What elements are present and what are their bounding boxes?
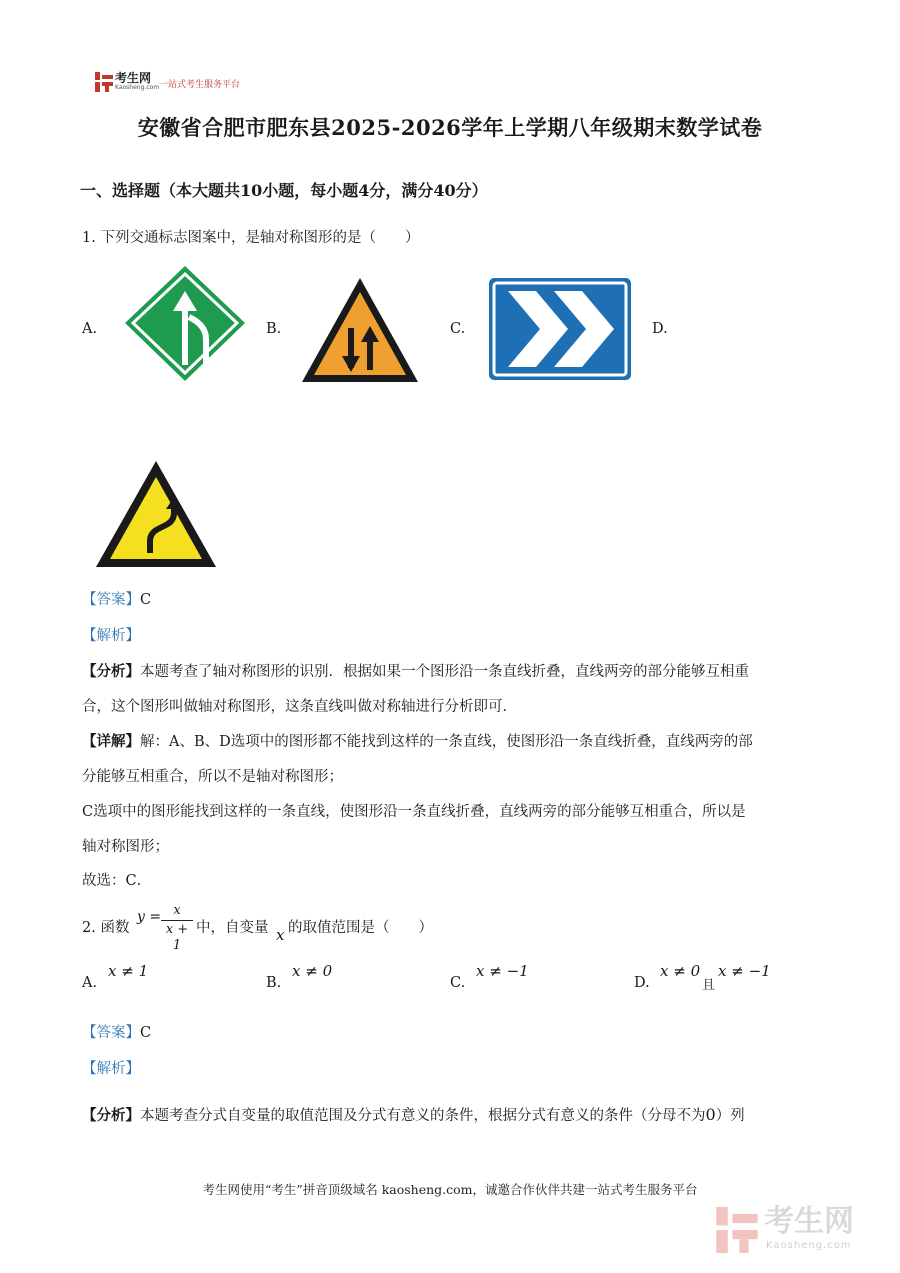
- header-logo: [95, 72, 265, 94]
- q2-analysis-tag: 【解析】: [82, 1061, 140, 1077]
- fenxi-text: 本题考查了轴对称图形的识别．根据如果一个图形沿一条直线折叠，直线两旁的部分能够互相重: [140, 664, 749, 680]
- q2-stem-prefix: 2. 函数: [82, 920, 130, 936]
- merge-sign-icon: [124, 265, 246, 382]
- q2-option-d-expr2: x ≠ −1: [718, 962, 771, 980]
- q2-option-d-expr: x ≠ 0: [660, 962, 701, 980]
- fraction-denominator: x + 1: [165, 922, 189, 953]
- q1-option-a-label: A.: [82, 321, 98, 337]
- q1-fenxi-line2: 合，这个图形叫做轴对称图形，这条直线叫做对称轴进行分析即可．: [82, 699, 517, 715]
- q2-option-c-label: C.: [450, 975, 466, 991]
- fenxi-text-end: ）列: [715, 1108, 745, 1124]
- fenxi-text: 本题考查分式自变量的取值范围及分式有意义的条件，根据分式有意义的条件（分母不为: [140, 1108, 706, 1124]
- q2-option-b-label: B.: [266, 975, 282, 991]
- answer-tag: 【答案】: [82, 592, 140, 608]
- fenxi-tag: 【分析】: [82, 1107, 140, 1124]
- q2-answer: [82, 1022, 151, 1044]
- watermark-domain: Kaosheng.com: [766, 1240, 852, 1251]
- q2-option-c-expr: x ≠ −1: [476, 962, 529, 980]
- page-title: 安徽省合肥市肥东县2025-2026学年上学期八年级期末数学试卷: [137, 115, 763, 140]
- answer-value: C: [140, 1025, 152, 1041]
- section-heading: 一、选择题（本大题共10小题，每小题4分，满分40分）: [80, 181, 488, 200]
- q1-detail-line2: 分能够互相重合，所以不是轴对称图形；: [82, 769, 343, 785]
- q1-detail-line4: 轴对称图形；: [82, 839, 169, 855]
- fraction-numerator: x: [173, 903, 181, 918]
- logo-name: 考生网: [115, 71, 152, 85]
- two-way-traffic-sign-icon: [300, 276, 420, 384]
- q1-detail-line3: C选项中的图形能找到这样的一条直线，使图形沿一条直线折叠，直线两旁的部分能够互相重合，所以是: [82, 804, 746, 820]
- chevron-sign-icon: [488, 277, 632, 381]
- q1-answer: [82, 589, 151, 611]
- q1-stem: 1. 下列交通标志图案中，是轴对称图形的是（ ）: [82, 230, 420, 246]
- q1-option-d-label: D.: [652, 321, 668, 337]
- q1-detail-line5: 故选：C．: [82, 873, 152, 889]
- q1-option-c-label: C.: [450, 321, 466, 337]
- fenxi-zero: 0: [705, 1105, 716, 1124]
- detail-tag: 【详解】: [82, 733, 140, 750]
- q2-y-equals: y =: [137, 909, 162, 925]
- detail-text: 解：A、B、D选项中的图形都不能找到这样的一条直线，使图形沿一条直线折叠，直线两旁的部: [140, 734, 753, 750]
- fenxi-tag: 【分析】: [82, 663, 140, 680]
- q2-option-b-expr: x ≠ 0: [292, 962, 333, 980]
- q2-option-a-expr: x ≠ 1: [108, 962, 149, 980]
- q2-stem-suffix: 的取值范围是（ ）: [288, 920, 433, 936]
- watermark: [716, 1205, 876, 1255]
- q1-option-b-label: B.: [266, 321, 282, 337]
- q2-stem-mid: 中，自变量: [196, 920, 269, 936]
- answer-value: C: [140, 592, 152, 608]
- q2-fraction: [161, 903, 193, 954]
- logo-slogan: 一站式考生服务平台: [159, 80, 241, 90]
- q1-analysis-tag: 【解析】: [82, 628, 140, 644]
- page-footer: 考生网使用“考生”拼音顶级域名 kaosheng.com，诚邀合作伙伴共建一站式考生服务平台: [202, 1182, 698, 1197]
- q1-fenxi-line1: [82, 661, 749, 683]
- q1-detail-line1: [82, 731, 753, 753]
- q2-option-d-label: D.: [634, 975, 650, 991]
- watermark-name: 考生网: [764, 1204, 854, 1239]
- q2-option-a-label: A.: [82, 975, 98, 991]
- q2-option-d-join: 且: [702, 978, 716, 993]
- q2-variable: x: [276, 926, 285, 944]
- reverse-curve-sign-icon: [94, 459, 218, 569]
- answer-tag: 【答案】: [82, 1025, 140, 1041]
- fraction-bar: [161, 920, 193, 921]
- q2-fenxi-line1: [82, 1104, 745, 1127]
- logo-domain: Kaosheng.com: [115, 84, 160, 91]
- kaosheng-logo-icon: [95, 72, 113, 92]
- watermark-logo-icon: [716, 1207, 758, 1253]
